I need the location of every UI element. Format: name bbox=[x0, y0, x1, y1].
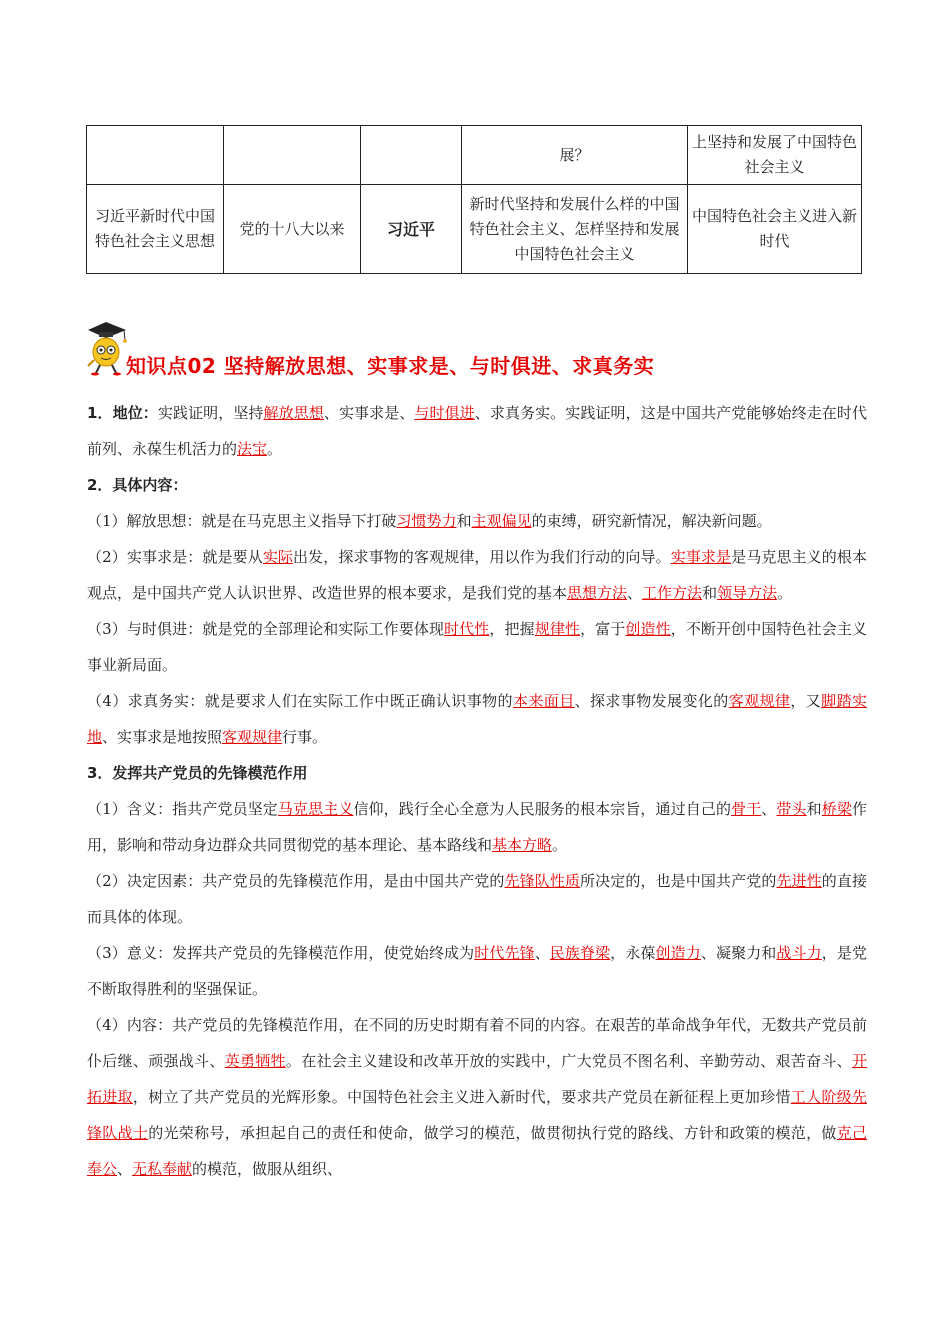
text-run: 、凝聚力和 bbox=[700, 944, 777, 962]
table-cell: 展？ bbox=[462, 126, 688, 185]
text-run: 、 bbox=[534, 944, 550, 962]
table-cell bbox=[224, 126, 361, 185]
paragraph bbox=[87, 1007, 867, 1187]
paragraph bbox=[87, 503, 867, 539]
text-run: 实践证明，坚持 bbox=[157, 404, 264, 422]
paragraph bbox=[87, 863, 867, 935]
text-run: （4）求真务实：就是要求人们在实际工作中既正确认识事物的 bbox=[87, 692, 513, 710]
paragraph bbox=[87, 683, 867, 755]
text-run: ，富于 bbox=[580, 620, 626, 638]
key-term: 规律性 bbox=[534, 620, 581, 638]
text-run: （2）实事求是：就是要从 bbox=[87, 548, 263, 566]
text-run: （2）决定因素：共产党员的先锋模范作用，是由中国共产党的 bbox=[87, 872, 505, 890]
paragraph bbox=[87, 467, 867, 503]
table-cell bbox=[87, 126, 224, 185]
text-run: （4）内容：共产党员的先锋模范作用，在不同的历史时期有着不同的内容。在艰苦的革命战争年代，无数共产党员前仆后继、顽强战斗、 bbox=[87, 1016, 867, 1070]
table-cell: 上坚持和发展了中国特色社会主义 bbox=[688, 126, 862, 185]
graduate-mascot-icon bbox=[84, 320, 130, 376]
table-cell: 习近平新时代中国特色社会主义思想 bbox=[87, 185, 224, 274]
table-cell: 中国特色社会主义进入新时代 bbox=[688, 185, 862, 274]
section-heading bbox=[84, 320, 884, 376]
key-term: 无私奉献 bbox=[132, 1160, 193, 1178]
paragraph bbox=[87, 755, 867, 791]
item-label: 3．发挥共产党员的先锋模范作用 bbox=[87, 764, 308, 782]
table-row bbox=[87, 185, 862, 274]
key-term: 克己奉公 bbox=[87, 1124, 867, 1178]
text-run: （3）意义：发挥共产党员的先锋模范作用，使党始终成为 bbox=[87, 944, 475, 962]
key-term: 马克思主义 bbox=[277, 800, 354, 818]
text-run: （1）含义：指共产党员坚定 bbox=[87, 800, 278, 818]
text-run: 是马克思主义的根本观点，是中国共产党人认识世界、改造世界的根本要求，是我们党的基本 bbox=[87, 548, 867, 602]
key-term: 基本方略 bbox=[492, 836, 553, 854]
key-term: 客观规律 bbox=[728, 692, 791, 710]
text-run: 、 bbox=[627, 584, 643, 602]
text-run: 、 bbox=[117, 1160, 133, 1178]
text-run: ，把握 bbox=[489, 620, 535, 638]
text-run: ，不断开创中国特色社会主义事业新局面。 bbox=[87, 620, 867, 674]
paragraph bbox=[87, 791, 867, 863]
key-term: 创造性 bbox=[625, 620, 671, 638]
key-term: 工人阶级先锋队战士 bbox=[87, 1088, 867, 1142]
key-term: 实际 bbox=[262, 548, 294, 566]
table-cell: 党的十八大以来 bbox=[224, 185, 361, 274]
text-run: 。在社会主义建设和改革开放的实践中，广大党员不图名利、辛勤劳动、艰苦奋斗、 bbox=[285, 1052, 852, 1070]
text-run: 的束缚，研究新情况，解决新问题。 bbox=[531, 512, 772, 530]
paragraph bbox=[87, 539, 867, 611]
key-term: 桥梁 bbox=[821, 800, 852, 818]
text-run: 、实事求是、 bbox=[323, 404, 415, 422]
text-run: 出发，探求事物的客观规律，用以作为我们行动的向导。 bbox=[293, 548, 671, 566]
text-run: ，树立了共产党员的光辉形象。中国特色社会主义进入新时代，要求共产党员在新征程上更加珍惜 bbox=[132, 1088, 791, 1106]
text-run: 。 bbox=[267, 440, 283, 458]
text-run: 作用，影响和带动身边群众共同贯彻党的基本理论、基本路线和 bbox=[87, 800, 867, 854]
key-term: 客观规律 bbox=[222, 728, 283, 746]
table-cell bbox=[361, 126, 462, 185]
key-term: 思想方法 bbox=[567, 584, 628, 602]
text-run: ，永葆 bbox=[610, 944, 656, 962]
key-term: 时代性 bbox=[444, 620, 490, 638]
key-term: 先进性 bbox=[776, 872, 822, 890]
text-run: 。 bbox=[777, 584, 793, 602]
key-term: 战斗力 bbox=[776, 944, 822, 962]
key-term: 领导方法 bbox=[717, 584, 778, 602]
paragraph bbox=[87, 611, 867, 683]
text-run: 和 bbox=[702, 584, 718, 602]
table-row bbox=[87, 126, 862, 185]
key-term: 法宝 bbox=[237, 440, 268, 458]
key-term: 实事求是 bbox=[670, 548, 732, 566]
key-term: 本来面目 bbox=[512, 692, 575, 710]
text-run: 的模范，做服从组织、 bbox=[192, 1160, 343, 1178]
text-run: 、探求事物发展变化的 bbox=[574, 692, 729, 710]
item-label: 2．具体内容： bbox=[87, 476, 188, 494]
text-run: （1）解放思想：就是在马克思主义指导下打破 bbox=[87, 512, 397, 530]
key-term: 英勇牺牲 bbox=[224, 1052, 286, 1070]
key-term: 时代先锋 bbox=[474, 944, 535, 962]
table-cell: 习近平 bbox=[361, 185, 462, 274]
key-term: 创造力 bbox=[655, 944, 701, 962]
text-run: ，是党不断取得胜利的坚强保证。 bbox=[87, 944, 867, 998]
key-term: 脚踏实地 bbox=[87, 692, 867, 746]
key-term: 带头 bbox=[776, 800, 807, 818]
text-run: 的光荣称号，承担起自己的责任和使命，做学习的模范，做贯彻执行党的路线、方针和政策的模范，做 bbox=[148, 1124, 837, 1142]
key-term: 开拓进取 bbox=[87, 1052, 867, 1106]
content-body bbox=[87, 395, 867, 1187]
key-term: 先锋队性质 bbox=[504, 872, 581, 890]
key-term: 习惯势力 bbox=[396, 512, 457, 530]
text-run: 和 bbox=[456, 512, 472, 530]
text-run: 所决定的，也是中国共产党的 bbox=[580, 872, 777, 890]
text-run: 信仰，践行全心全意为人民服务的根本宗旨，通过自己的 bbox=[353, 800, 732, 818]
key-term: 主观偏见 bbox=[471, 512, 532, 530]
key-term: 骨干 bbox=[731, 800, 762, 818]
text-run: 、求真务实。实践证明，这是中国共产党能够始终走在时代前列、永葆生机活力的 bbox=[87, 404, 867, 458]
text-run: （3）与时俱进：就是党的全部理论和实际工作要体现 bbox=[87, 620, 445, 638]
key-term: 解放思想 bbox=[263, 404, 324, 422]
key-term: 与时俱进 bbox=[414, 404, 475, 422]
text-run: 和 bbox=[806, 800, 822, 818]
key-term: 民族脊梁 bbox=[549, 944, 611, 962]
section-title: 知识点02 坚持解放思想、实事求是、与时俱进、求真务实 bbox=[126, 354, 655, 378]
text-run: ，又 bbox=[790, 692, 822, 710]
table-cell: 新时代坚持和发展什么样的中国特色社会主义、怎样坚持和发展中国特色社会主义 bbox=[462, 185, 688, 274]
paragraph bbox=[87, 935, 867, 1007]
text-run: 、 bbox=[761, 800, 777, 818]
key-term: 工作方法 bbox=[642, 584, 703, 602]
text-run: 的直接而具体的体现。 bbox=[87, 872, 867, 926]
knowledge-table bbox=[86, 125, 862, 274]
text-run: 、实事求是地按照 bbox=[102, 728, 223, 746]
text-run: 。 bbox=[552, 836, 568, 854]
paragraph bbox=[87, 395, 867, 467]
text-run: 行事。 bbox=[282, 728, 328, 746]
item-label: 1．地位： bbox=[87, 404, 158, 422]
